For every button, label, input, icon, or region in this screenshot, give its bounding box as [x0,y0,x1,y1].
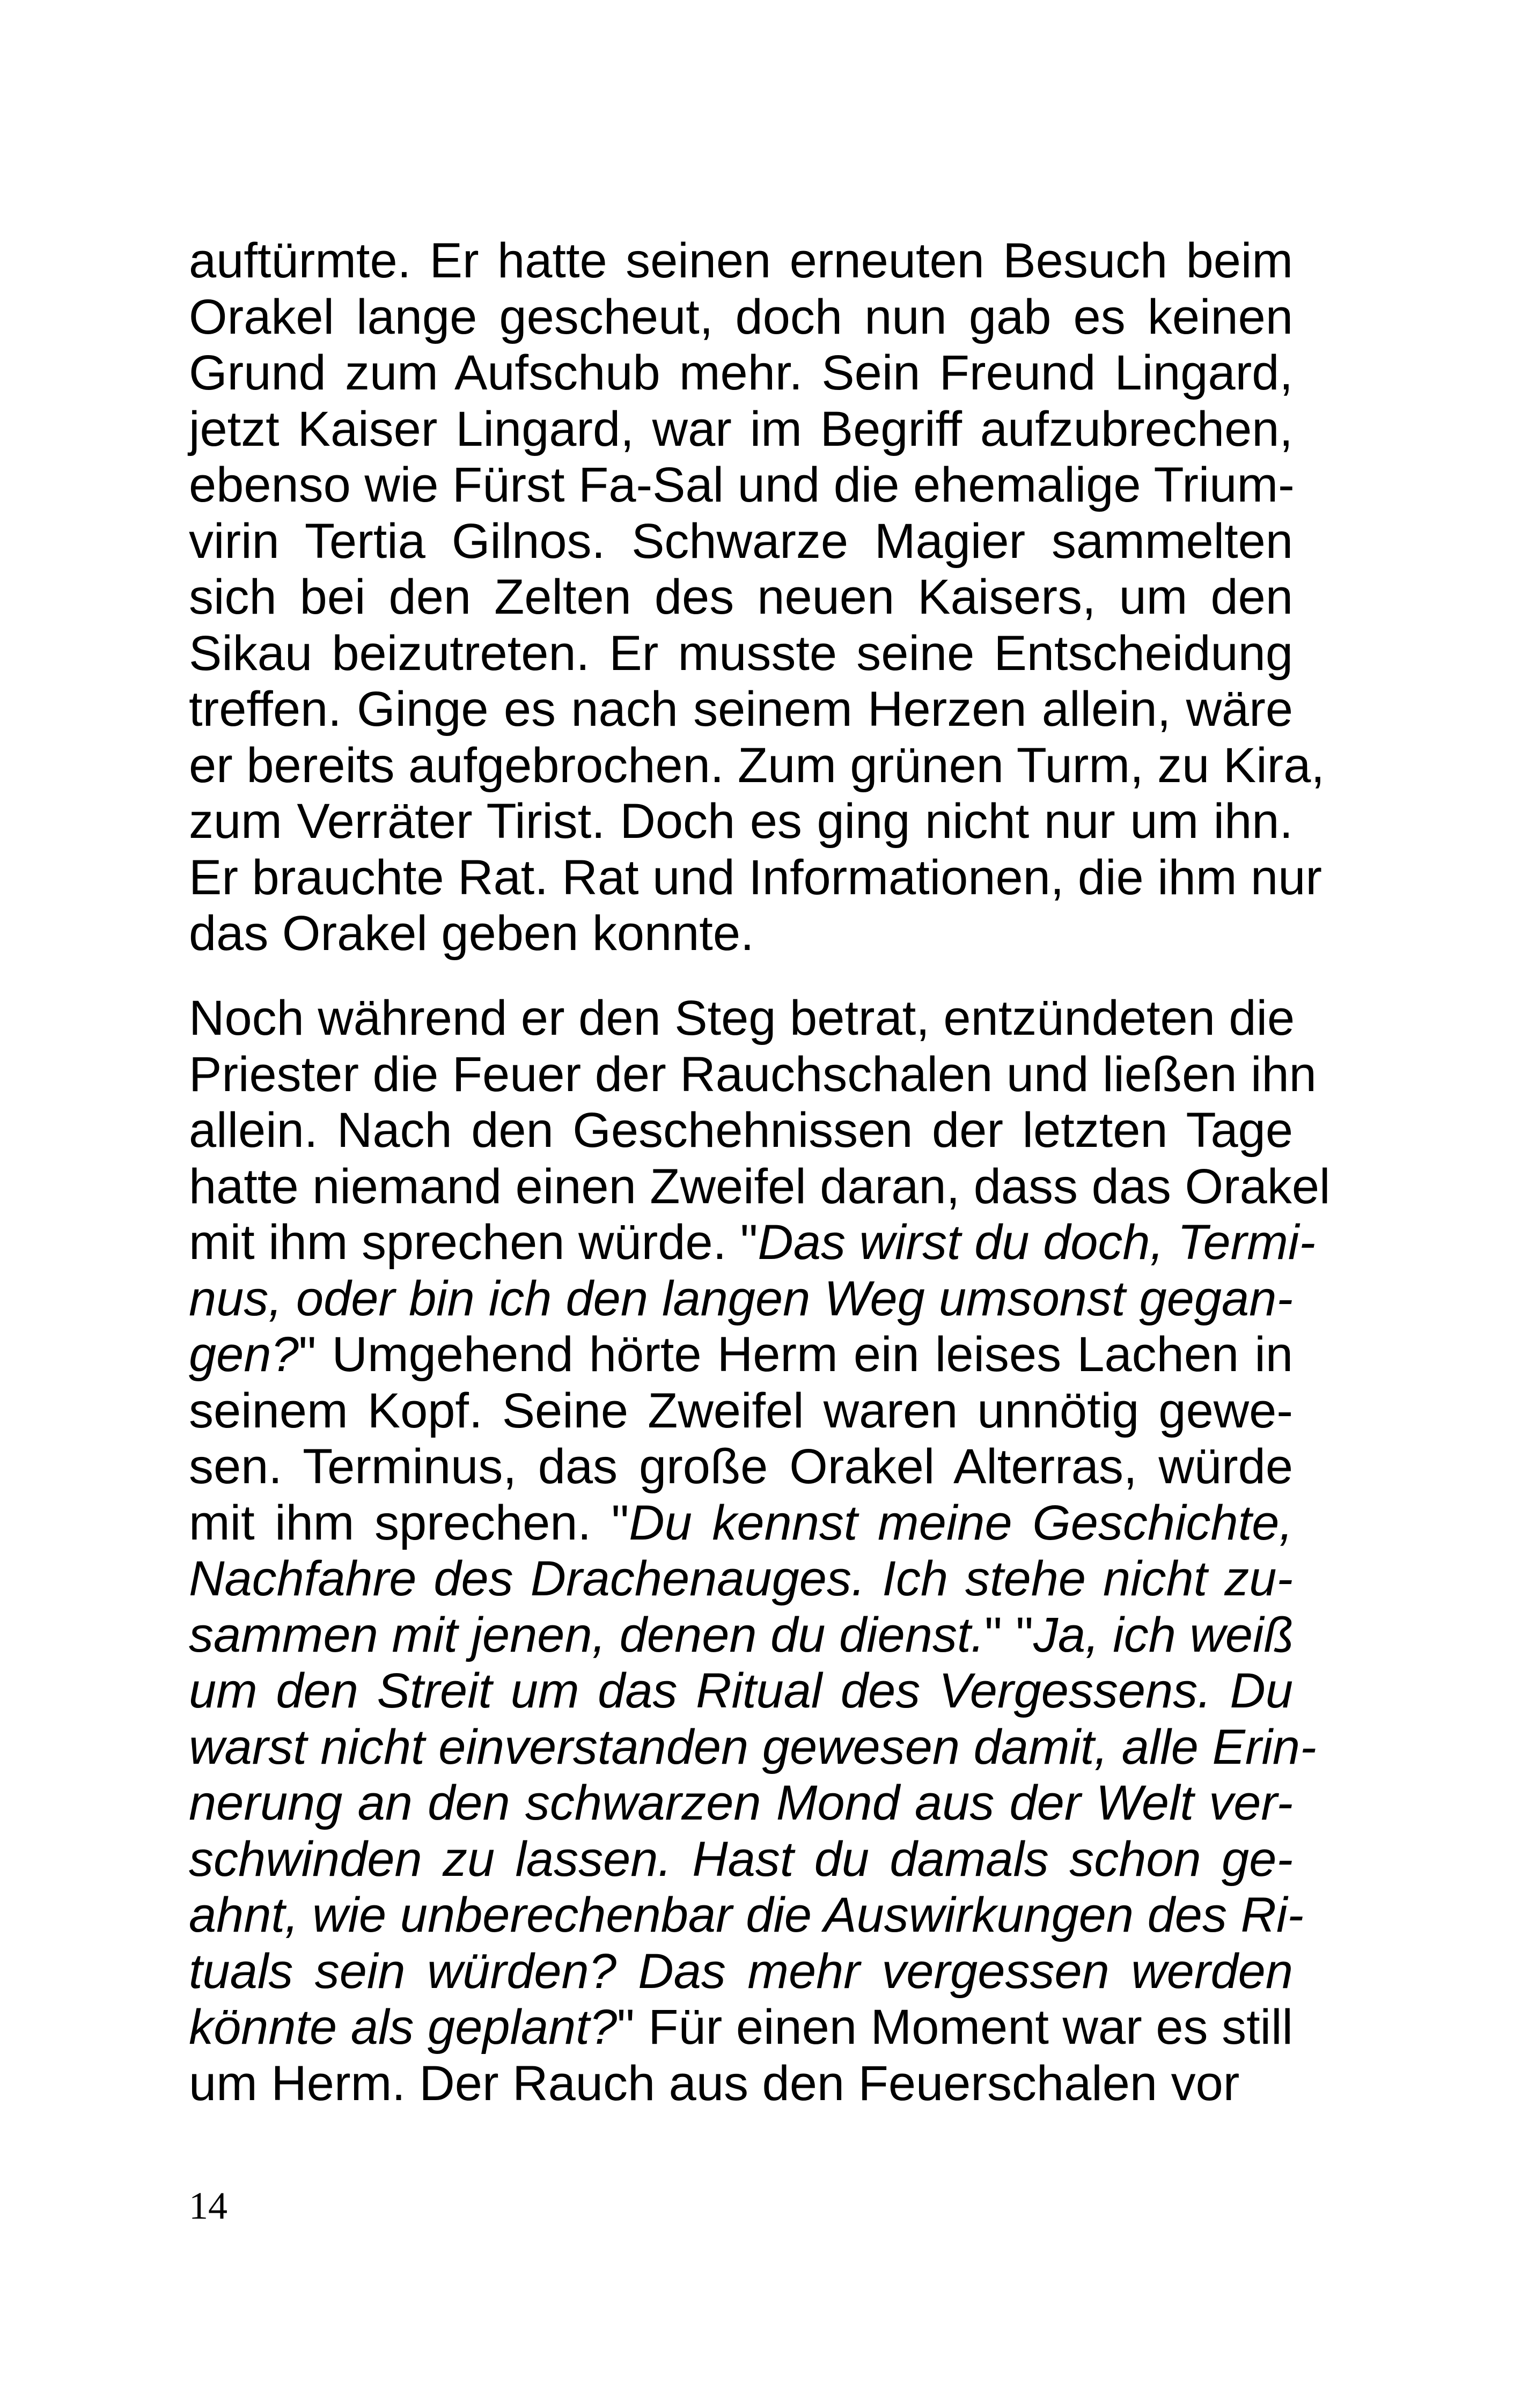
text-span: sen. Terminus, das große Orakel Alterras, würde [189,1439,1293,1494]
text-line [189,569,1293,625]
text-line [189,401,1293,458]
text-span: seinem Kopf. Seine Zweifel waren unnötig gewe- [189,1383,1293,1438]
text-line [189,1943,1293,2000]
italic-span: warst nicht einverstanden gewesen damit, alle Erin- [189,1719,1317,1774]
text-line [189,1551,1293,1607]
text-span: Sikau beizutreten. Er musste seine Entscheidung [189,625,1293,681]
italic-span: ahnt, wie unberechenbar die Auswirkungen des Ri- [189,1888,1304,1942]
text-line [189,738,1325,794]
text-span: treffen. Ginge es nach seinem Herzen allein, wäre [189,682,1293,737]
text-line [189,905,1293,962]
text-line [189,2056,1293,2112]
text-span: zum Verräter Tirist. Doch es ging nicht nur um ihn. [189,794,1293,849]
text-line [189,681,1293,738]
text-line [189,1214,1316,1271]
italic-span: Du kennst meine Geschichte, [629,1495,1293,1550]
italic-span: Das wirst du doch, Termi- [758,1215,1316,1270]
text-line [189,1719,1317,1776]
text-line [189,850,1322,906]
italic-span: Ja, ich weiß [1033,1607,1294,1662]
text-line [189,457,1293,513]
text-span: " " [984,1607,1033,1662]
paragraph-1 [189,233,1325,962]
text-line [189,233,1293,289]
text-line [189,345,1293,401]
italic-span: Nachfahre des Drachenauges. Ich stehe nicht zu- [189,1551,1293,1606]
italic-span: nus, oder bin ich den langen Weg umsonst gegan- [189,1271,1293,1326]
text-line [189,1327,1293,1383]
text-span: " Für einen Moment war es still [617,2000,1293,2054]
text-line [189,625,1293,682]
text-span: Grund zum Aufschub mehr. Sein Freund Lingard, [189,345,1293,400]
page-number: 14 [189,2184,227,2227]
italic-span: gen? [189,1327,299,1382]
text-line [189,793,1293,850]
text-span: allein. Nach den Geschehnissen der letzten Tage [189,1103,1293,1158]
text-line [189,1383,1293,1439]
italic-span: sammen mit jenen, denen du dienst. [189,1607,985,1662]
text-line [189,513,1293,570]
text-span: er bereits aufgebrochen. Zum grünen Turm, zu Kira, [189,738,1325,793]
text-span: mit ihm sprechen. " [189,1495,629,1550]
text-span: " Umgehend hörte Herm ein leises Lachen in [298,1327,1293,1382]
text-span: sich bei den Zelten des neuen Kaisers, um den [189,570,1293,624]
text-span: um Herm. Der Rauch aus den Feuerschalen vor [189,2056,1240,2111]
italic-span: könnte als geplant? [189,2000,618,2054]
paragraph-2 [189,990,1331,2111]
text-line [189,1047,1317,1103]
text-span: mit ihm sprechen würde. " [189,1215,758,1270]
text-span: das Orakel geben konnte. [189,906,754,961]
text-line [189,1607,1293,1663]
text-span: jetzt Kaiser Lingard, war im Begriff aufzubrechen, [189,401,1293,456]
text-span: Orakel lange gescheut, doch nun gab es keinen [189,289,1293,344]
italic-span: nerung an den schwarzen Mond aus der Welt ver- [189,1776,1293,1830]
text-line [189,1999,1293,2056]
text-line [189,1495,1293,1551]
text-line [189,1271,1293,1327]
text-line [189,289,1293,345]
text-span: Priester die Feuer der Rauchschalen und ließen ihn [189,1047,1317,1102]
text-span: hatte niemand einen Zweifel daran, dass das Orakel [189,1159,1331,1214]
text-line [189,1775,1293,1831]
text-span: Er brauchte Rat. Rat und Informationen, die ihm nur [189,850,1322,905]
italic-span: schwinden zu lassen. Hast du damals schon ge- [189,1831,1293,1887]
text-line [189,1439,1293,1495]
text-line [189,1102,1293,1159]
text-span: virin Tertia Gilnos. Schwarze Magier sammelten [189,513,1293,569]
text-line [189,1887,1304,1943]
text-line [189,1831,1293,1888]
text-span: ebenso wie Fürst Fa-Sal und die ehemalige Trium- [189,458,1295,512]
text-span: auftürmte. Er hatte seinen erneuten Besuch beim [189,233,1293,288]
text-line [189,990,1293,1047]
italic-span: tuals sein würden? Das mehr vergessen werden [189,1943,1293,1999]
italic-span: um den Streit um das Ritual des Vergessens. Du [189,1663,1293,1718]
text-span: Noch während er den Steg betrat, entzündeten die [189,991,1295,1045]
text-line [189,1663,1293,1719]
text-line [189,1159,1331,1215]
